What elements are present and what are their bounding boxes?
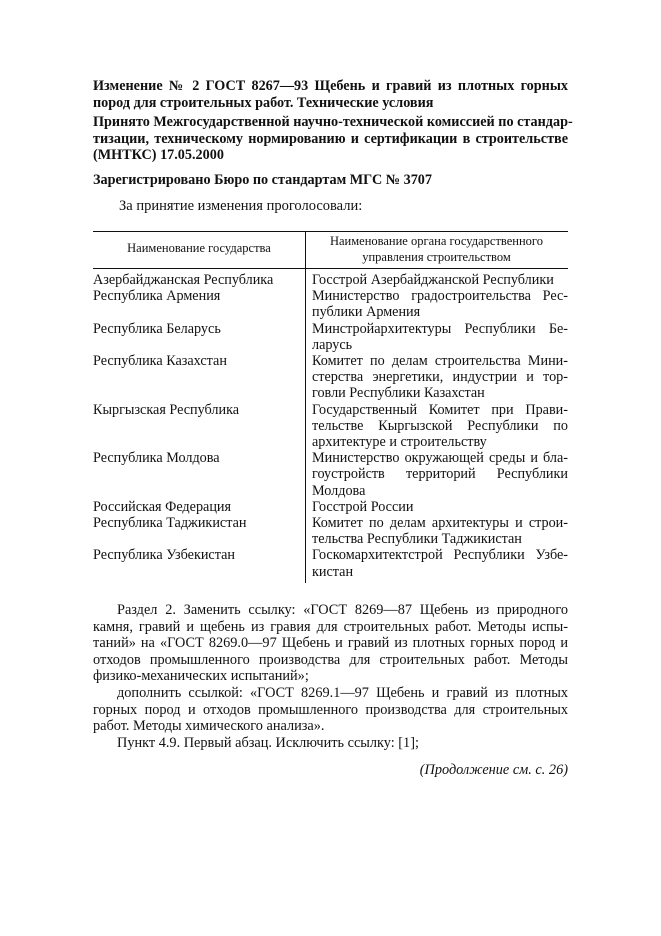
text-line: камня, гравий и щебень из гравия для строительных работ. Методы испы- — [93, 618, 568, 635]
state-name: Азербайджанская Республика — [93, 272, 274, 288]
authority-name — [312, 321, 568, 353]
text-line: Изменение № 2 ГОСТ 8267—93 Щебень и гравий из плотных горных — [93, 78, 568, 94]
text-line: тельства Республики Таджикистан — [312, 531, 522, 548]
table-row — [93, 547, 568, 579]
state-name: Республика Беларусь — [93, 320, 221, 337]
table-header-authority: Наименование органа государственного управления строительством — [329, 234, 543, 264]
authority-name — [312, 353, 568, 402]
text-line: публики Армения — [312, 304, 421, 321]
state-name: Республика Таджикистан — [93, 515, 247, 532]
adoption-note — [93, 114, 573, 164]
text-line: Министерство градостроительства Рес- — [312, 288, 568, 305]
text-line: Раздел 2. Заменить ссылку: «ГОСТ 8269—87 Щебень из природного — [117, 602, 568, 618]
text-line: Государственный Комитет при Прави- — [312, 401, 568, 418]
authority-name — [312, 499, 568, 515]
table-row — [93, 515, 568, 547]
table-header-rule — [93, 268, 568, 269]
text-line: ларусь — [312, 336, 353, 353]
authority-name — [312, 402, 568, 451]
table-row — [93, 288, 568, 320]
table-row — [93, 272, 568, 288]
text-line: стерства энергетики, индустрии и тор- — [312, 369, 568, 386]
state-name: Республика Узбекистан — [93, 547, 235, 564]
text-line: Минстройархитектуры Республики Бе- — [312, 320, 568, 337]
text-line: Пункт 4.9. Первый абзац. Исключить ссылку: [1]; — [117, 734, 419, 751]
authority-name — [312, 547, 568, 579]
authority-name — [312, 272, 568, 288]
text-line: дополнить ссылкой: «ГОСТ 8269.1—97 Щебень и гравий из плотных — [117, 684, 568, 701]
table-top-rule — [93, 231, 568, 232]
text-line: отходов промышленного производства для строительных работ. Методы — [93, 651, 568, 668]
text-line: таний» на «ГОСТ 8269.0—97 Щебень и гравий из плотных горных пород и — [93, 635, 568, 652]
authority-name — [312, 450, 568, 499]
table-row — [93, 499, 568, 515]
text-line: Молдова — [312, 482, 366, 499]
voted-label: За принятие изменения проголосовали: — [119, 198, 363, 214]
text-line: Принято Межгосударственной научно-технической комиссией по стандар- — [93, 114, 573, 130]
table-row — [93, 402, 568, 451]
table-header-state: Наименование государства — [127, 241, 271, 255]
text-line: гоустройств территорий Республики — [312, 466, 568, 483]
text-line: Госстрой Азербайджанской Республики — [312, 272, 554, 288]
state-name: Кыргызская Республика — [93, 401, 240, 418]
text-line: Министерство окружающей среды и бла- — [312, 450, 568, 467]
text-line: (МНТКС) 17.05.2000 — [93, 147, 224, 163]
state-name: Республика Казахстан — [93, 353, 227, 370]
text-line: архитектуре и строительству — [312, 434, 487, 451]
authority-name — [312, 288, 568, 320]
table-row — [93, 321, 568, 353]
text-line: Комитет по делам архитектуры и строи- — [312, 515, 568, 532]
paragraph — [93, 685, 568, 735]
text-line: Комитет по делам строительства Мини- — [312, 353, 568, 370]
authority-name — [312, 515, 568, 547]
text-line: пород для строительных работ. Технические условия — [93, 94, 434, 111]
table-row — [93, 353, 568, 402]
text-line: Госстрой России — [312, 498, 414, 515]
text-line: работ. Методы химического анализа». — [93, 718, 325, 735]
amendment-text — [93, 602, 568, 751]
table-body — [93, 272, 568, 580]
state-name: Российская Федерация — [93, 498, 232, 515]
text-line: физико-механических испытаний»; — [93, 668, 309, 685]
state-name: Республика Молдова — [93, 450, 220, 467]
registration-note: Зарегистрировано Бюро по стандартам МГС № 3707 — [93, 172, 432, 188]
paragraph — [93, 602, 568, 685]
text-line: горных пород и отходов промышленного производства для строительных — [93, 701, 568, 718]
text-line: Госкомархитектстрой Республики Узбе- — [312, 547, 568, 564]
change-title — [93, 78, 568, 111]
text-line: говли Республики Казахстан — [312, 385, 485, 402]
text-line: тизации, техническому нормированию и сертификации в строительстве — [93, 130, 568, 147]
text-line: тельстве Кыргызской Республики по — [312, 417, 568, 434]
state-name: Республика Армения — [93, 288, 221, 305]
text-line: кистан — [312, 563, 354, 580]
table-row — [93, 450, 568, 499]
paragraph — [93, 735, 568, 752]
continuation-note: (Продолжение см. с. 26) — [419, 762, 568, 778]
